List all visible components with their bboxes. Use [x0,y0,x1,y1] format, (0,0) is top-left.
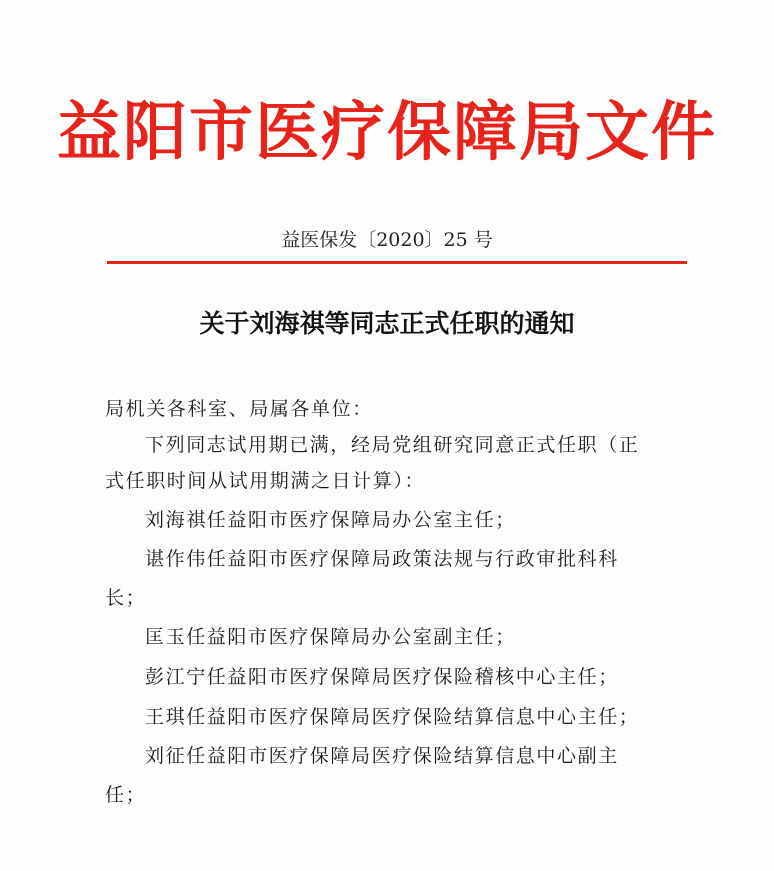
addressee-line: 局机关各科室、局属各单位： [105,398,373,420]
masthead-title: 益阳市医疗保障局文件 [57,95,717,170]
notice-title: 关于刘海祺等同志正式任职的通知 [199,309,575,338]
intro-paragraph-line-1: 下列同志试用期已满，经局党组研究同意正式任职（正 [145,434,640,456]
appointment-item-5: 王琪任益阳市医疗保障局医疗保险结算信息中心主任； [145,706,640,728]
red-divider-line [107,261,687,264]
appointment-item-2: 谌作伟任益阳市医疗保障局政策法规与行政审批科科 [145,548,619,570]
appointment-item-6: 刘征任益阳市医疗保障局医疗保险结算信息中心副主 [145,745,619,767]
intro-paragraph-line-2: 式任职时间从试用期满之日计算）： [105,470,426,492]
appointment-item-1: 刘海祺任益阳市医疗保障局办公室主任； [145,509,516,531]
appointment-item-2-continued: 长； [105,587,147,609]
appointment-item-3: 匡玉任益阳市医疗保障局办公室副主任； [145,626,516,648]
appointment-item-4: 彭江宁任益阳市医疗保障局医疗保险稽核中心主任； [145,666,619,688]
document-number: 益医保发〔2020〕25 号 [281,229,493,251]
appointment-item-6-continued: 任； [105,784,147,806]
